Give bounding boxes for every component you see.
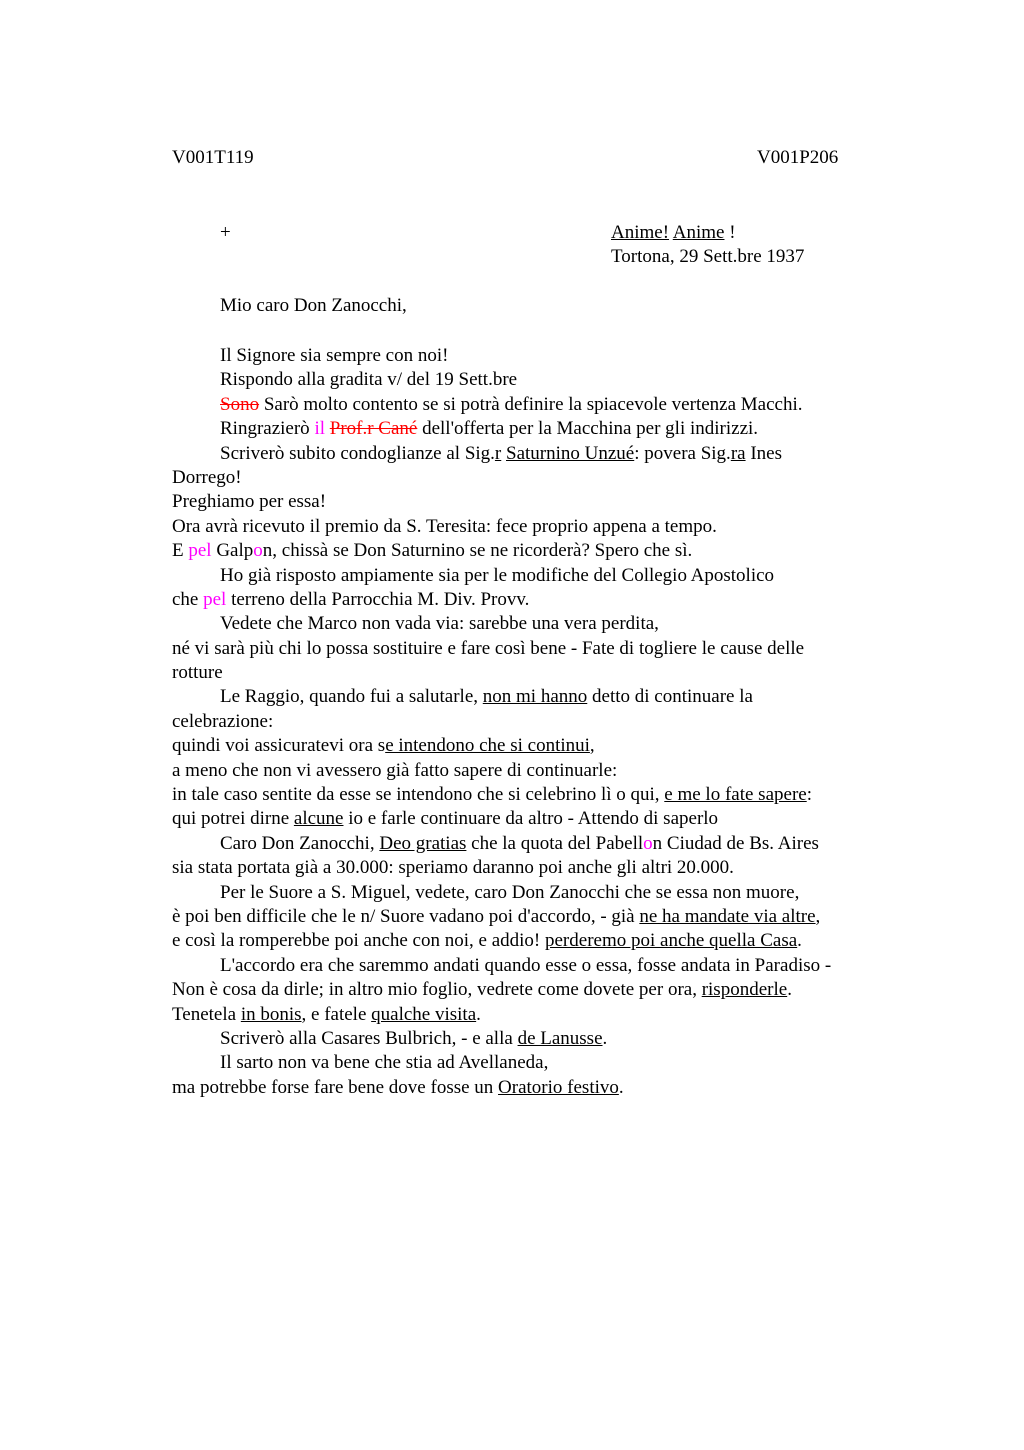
inserted-text: il (314, 418, 325, 440)
body-line: e così la romperebbe poi anche con noi, e addio! perderemo poi anche quella Casa. (172, 930, 802, 952)
body-line: Le Raggio, quando fui a salutarle, non mi hanno detto di continuare la (220, 686, 753, 708)
body-line: Sono Sarò molto contento se si potrà definire la spiacevole vertenza Macchi. (220, 393, 803, 415)
body-line: Ringrazierò il Prof.r Cané dell'offerta per la Macchina per gli indirizzi. (220, 418, 759, 440)
body-line: a meno che non vi avessero già fatto sapere di continuarle: (172, 759, 618, 781)
body-line: Non è cosa da dirle; in altro mio foglio, vedrete come dovete per ora, risponderle. (172, 979, 792, 1001)
body-line: né vi sarà più chi lo possa sostituire e fare così bene - Fate di togliere le cause delle (172, 637, 805, 659)
body-line: Tenetela in bonis, e fatele qualche visita. (172, 1003, 481, 1025)
body-line: sia stata portata già a 30.000: speriamo daranno poi anche gli altri 20.000. (172, 857, 734, 879)
letter-motto (611, 222, 736, 244)
body-line: in tale caso sentite da esse se intendono che si celebrino lì o qui, e me lo fate sapere: (172, 784, 812, 806)
body-line: Caro Don Zanocchi, Deo gratias che la quota del Pabellon Ciudad de Bs. Aires (220, 832, 819, 854)
inserted-text: o (643, 832, 653, 854)
deleted-text: Prof.r Cané (329, 418, 418, 440)
letter-body (172, 344, 892, 1100)
underlined-name: Saturnino Unzué (506, 442, 635, 464)
body-line: Scriverò alla Casares Bulbrich, - e alla de Lanusse. (220, 1027, 608, 1049)
place-date: Tortona, 29 Sett.bre 1937 (611, 246, 805, 267)
motto-exclamation: ! (724, 222, 736, 243)
body-line: Ho già risposto ampiamente sia per le modifiche del Collegio Apostolico (220, 564, 775, 586)
motto-word-2: Anime (672, 222, 725, 243)
body-line: L'accordo era che saremmo andati quando esse o essa, fosse andata in Paradiso - (220, 954, 832, 976)
cross-symbol: + (220, 222, 231, 243)
body-line: Il sarto non va bene che stia ad Avellaneda, (220, 1052, 549, 1074)
document-code-right: V001P206 (757, 147, 839, 168)
body-line: ma potrebbe forse fare bene dove fosse un Oratorio festivo. (172, 1076, 624, 1098)
body-line: celebrazione: (172, 710, 274, 732)
body-line: Dorrego! (172, 466, 242, 488)
body-line: qui potrei dirne alcune io e farle continuare da altro - Attendo di saperlo (172, 808, 719, 830)
body-line: Il Signore sia sempre con noi! (220, 345, 449, 366)
inserted-text: pel (203, 588, 227, 610)
inserted-text: o (253, 540, 263, 562)
body-line: E pel Galpon, chissà se Don Saturnino se ne ricorderà? Spero che sì. (172, 540, 693, 562)
body-line: Rispondo alla gradita v/ del 19 Sett.bre (220, 369, 518, 391)
body-line: che pel terreno della Parrocchia M. Div. Provv. (172, 588, 530, 610)
body-line: Scriverò subito condoglianze al Sig.r Saturnino Unzué: povera Sig.ra Ines (220, 442, 782, 464)
body-line: Vedete che Marco non vada via: sarebbe una vera perdita, (220, 613, 659, 635)
body-line: Preghiamo per essa! (172, 491, 327, 513)
body-line: Ora avrà ricevuto il premio da S. Teresita: fece proprio appena a tempo. (172, 515, 717, 537)
body-line: quindi voi assicuratevi ora se intendono che si continui, (172, 735, 595, 757)
document-code-left: V001T119 (172, 147, 254, 168)
motto-word-1: Anime! (611, 222, 670, 243)
body-line: è poi ben difficile che le n/ Suore vadano poi d'accordo, - già ne ha mandate via altre, (172, 905, 821, 927)
inserted-text: pel (188, 540, 212, 562)
body-line: rotture (172, 662, 223, 684)
deleted-text: Sono (220, 393, 260, 415)
body-line: Per le Suore a S. Miguel, vedete, caro Don Zanocchi che se essa non muore, (220, 881, 800, 903)
salutation: Mio caro Don Zanocchi, (220, 295, 407, 316)
